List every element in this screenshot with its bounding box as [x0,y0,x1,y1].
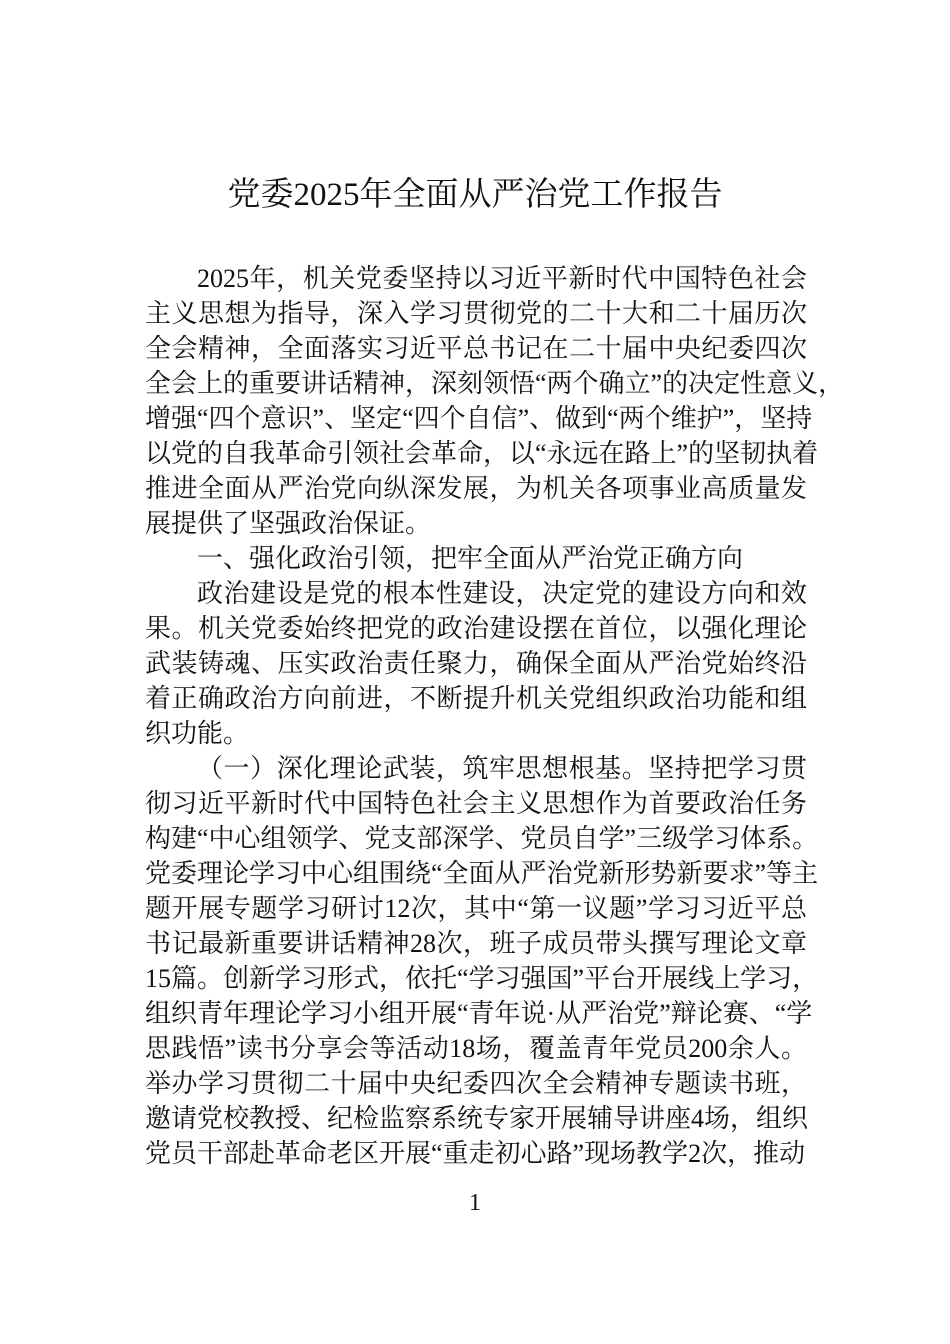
text-line: 果。机关党委始终把党的政治建设摆在首位，以强化理论 [145,614,807,643]
text-line: 组织青年理论学习小组开展“青年说·从严治党”辩论赛、“学 [145,999,813,1028]
text-line: 邀请党校教授、纪检监察系统专家开展辅导讲座4场，组织 [145,1104,809,1133]
text-line: 主义思想为指导，深入学习贯彻党的二十大和二十届历次 [145,299,807,328]
text-line: 党委理论学习中心组围绕“全面从严治党新形势新要求”等主 [145,859,819,888]
page-number: 1 [469,1190,481,1216]
text-line: 全会精神，全面落实习近平总书记在二十届中央纪委四次 [145,334,807,363]
text-line: 着正确政治方向前进，不断提升机关党组织政治功能和组 [145,684,807,713]
text-line: 增强“四个意识”、坚定“四个自信”、做到“两个维护”，坚持 [145,404,813,433]
text-line: 2025年，机关党委坚持以习近平新时代中国特色社会 [197,264,807,293]
text-line: 党员干部赴革命老区开展“重走初心路”现场教学2次，推动 [145,1139,806,1168]
section-heading [145,541,807,576]
document-title: 党委2025年全面从严治党工作报告 [227,177,723,213]
text-line: 一、强化政治引领，把牢全面从严治党正确方向 [197,543,744,573]
text-line: 思践悟”读书分享会等活动18场，覆盖青年党员200余人。 [145,1034,807,1063]
text-line: 题开展专题学习研讨12次，其中“第一议题”学习习近平总 [145,894,807,923]
text-line: 书记最新重要讲话精神28次，班子成员带头撰写理论文章 [145,929,807,958]
paragraph [145,751,819,1171]
text-line: （一）深化理论武装，筑牢思想根基。坚持把学习贯 [197,754,807,783]
text-line: 构建“中心组领学、党支部深学、党员自学”三级学习体系。 [145,824,819,853]
document-body [145,261,845,1171]
text-line: 彻习近平新时代中国特色社会主义思想作为首要政治任务 [145,789,807,818]
paragraph [145,576,807,751]
text-line: 织功能。 [145,719,250,748]
text-line: 推进全面从严治党向纵深发展，为机关各项事业高质量发 [145,474,807,503]
text-line: 政治建设是党的根本性建设，决定党的建设方向和效 [197,579,807,608]
text-line: 以党的自我革命引领社会革命，以“永远在路上”的坚韧执着 [145,439,819,468]
text-line: 全会上的重要讲话精神，深刻领悟“两个确立”的决定性意义， [145,369,845,398]
text-line: 武装铸魂、压实政治责任聚力，确保全面从严治党始终沿 [145,649,807,678]
text-line: 15篇。创新学习形式，依托“学习强国”平台开展线上学习， [145,964,819,993]
text-line: 举办学习贯彻二十届中央纪委四次全会精神专题读书班， [145,1069,807,1098]
paragraph [145,261,845,541]
text-line: 展提供了坚强政治保证。 [145,509,432,538]
